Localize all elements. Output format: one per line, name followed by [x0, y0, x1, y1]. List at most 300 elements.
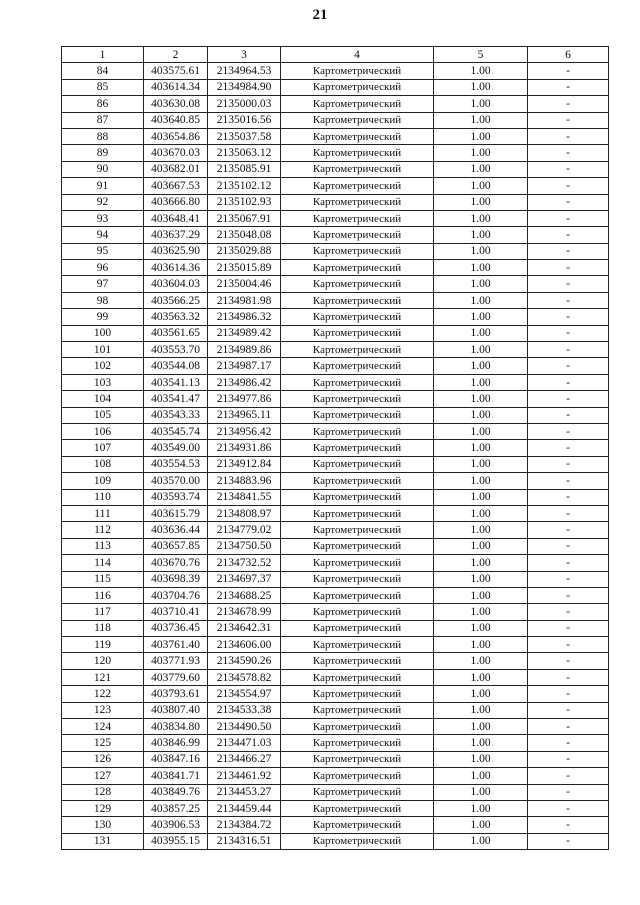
method-cell: Картометрический — [281, 833, 434, 849]
method-cell: Картометрический — [281, 473, 434, 489]
accuracy-cell: 1.00 — [434, 96, 528, 112]
accuracy-cell: 1.00 — [434, 128, 528, 144]
x-coordinate-cell: 403857.25 — [144, 800, 208, 816]
table-row — [62, 440, 609, 456]
y-coordinate-cell: 2135016.56 — [208, 112, 281, 128]
note-cell: - — [528, 669, 609, 685]
x-coordinate-cell: 403779.60 — [144, 669, 208, 685]
x-coordinate-cell: 403847.16 — [144, 751, 208, 767]
method-cell: Картометрический — [281, 112, 434, 128]
table-row — [62, 653, 609, 669]
method-cell: Картометрический — [281, 669, 434, 685]
y-coordinate-cell: 2134578.82 — [208, 669, 281, 685]
column-header-3: 3 — [208, 47, 281, 63]
column-header-6: 6 — [528, 47, 609, 63]
point-number-cell: 129 — [62, 800, 144, 816]
point-number-cell: 130 — [62, 817, 144, 833]
table-row — [62, 407, 609, 423]
y-coordinate-cell: 2134461.92 — [208, 768, 281, 784]
accuracy-cell: 1.00 — [434, 358, 528, 374]
method-cell: Картометрический — [281, 505, 434, 521]
y-coordinate-cell: 2135000.03 — [208, 96, 281, 112]
note-cell: - — [528, 702, 609, 718]
x-coordinate-cell: 403625.90 — [144, 243, 208, 259]
x-coordinate-cell: 403736.45 — [144, 620, 208, 636]
method-cell: Картометрический — [281, 686, 434, 702]
x-coordinate-cell: 403570.00 — [144, 473, 208, 489]
x-coordinate-cell: 403614.34 — [144, 79, 208, 95]
note-cell: - — [528, 604, 609, 620]
accuracy-cell: 1.00 — [434, 669, 528, 685]
method-cell: Картометрический — [281, 784, 434, 800]
table-row — [62, 423, 609, 439]
table-row — [62, 260, 609, 276]
note-cell: - — [528, 292, 609, 308]
note-cell: - — [528, 800, 609, 816]
accuracy-cell: 1.00 — [434, 784, 528, 800]
method-cell: Картометрический — [281, 391, 434, 407]
note-cell: - — [528, 63, 609, 79]
point-number-cell: 94 — [62, 227, 144, 243]
point-number-cell: 115 — [62, 571, 144, 587]
point-number-cell: 98 — [62, 292, 144, 308]
accuracy-cell: 1.00 — [434, 79, 528, 95]
note-cell: - — [528, 505, 609, 521]
y-coordinate-cell: 2135015.89 — [208, 260, 281, 276]
method-cell: Картометрический — [281, 407, 434, 423]
note-cell: - — [528, 620, 609, 636]
x-coordinate-cell: 403563.32 — [144, 309, 208, 325]
coordinates-table — [61, 46, 609, 850]
table-row — [62, 686, 609, 702]
note-cell: - — [528, 96, 609, 112]
point-number-cell: 123 — [62, 702, 144, 718]
note-cell: - — [528, 768, 609, 784]
point-number-cell: 105 — [62, 407, 144, 423]
method-cell: Картометрический — [281, 702, 434, 718]
y-coordinate-cell: 2134977.86 — [208, 391, 281, 407]
x-coordinate-cell: 403670.76 — [144, 555, 208, 571]
point-number-cell: 85 — [62, 79, 144, 95]
y-coordinate-cell: 2134989.86 — [208, 342, 281, 358]
note-cell: - — [528, 440, 609, 456]
x-coordinate-cell: 403841.71 — [144, 768, 208, 784]
method-cell: Картометрический — [281, 522, 434, 538]
table-row — [62, 63, 609, 79]
column-header-1: 1 — [62, 47, 144, 63]
y-coordinate-cell: 2134779.02 — [208, 522, 281, 538]
accuracy-cell: 1.00 — [434, 817, 528, 833]
method-cell: Картометрический — [281, 587, 434, 603]
accuracy-cell: 1.00 — [434, 145, 528, 161]
x-coordinate-cell: 403566.25 — [144, 292, 208, 308]
note-cell: - — [528, 456, 609, 472]
x-coordinate-cell: 403541.13 — [144, 374, 208, 390]
note-cell: - — [528, 161, 609, 177]
y-coordinate-cell: 2134554.97 — [208, 686, 281, 702]
note-cell: - — [528, 79, 609, 95]
point-number-cell: 125 — [62, 735, 144, 751]
point-number-cell: 90 — [62, 161, 144, 177]
x-coordinate-cell: 403906.53 — [144, 817, 208, 833]
point-number-cell: 116 — [62, 587, 144, 603]
accuracy-cell: 1.00 — [434, 751, 528, 767]
method-cell: Картометрический — [281, 440, 434, 456]
point-number-cell: 110 — [62, 489, 144, 505]
x-coordinate-cell: 403849.76 — [144, 784, 208, 800]
point-number-cell: 131 — [62, 833, 144, 849]
y-coordinate-cell: 2135037.58 — [208, 128, 281, 144]
table-row — [62, 161, 609, 177]
point-number-cell: 126 — [62, 751, 144, 767]
table-row — [62, 178, 609, 194]
table-header — [62, 47, 609, 63]
accuracy-cell: 1.00 — [434, 653, 528, 669]
y-coordinate-cell: 2134466.27 — [208, 751, 281, 767]
y-coordinate-cell: 2134986.42 — [208, 374, 281, 390]
note-cell: - — [528, 423, 609, 439]
point-number-cell: 113 — [62, 538, 144, 554]
accuracy-cell: 1.00 — [434, 833, 528, 849]
x-coordinate-cell: 403667.53 — [144, 178, 208, 194]
y-coordinate-cell: 2134964.53 — [208, 63, 281, 79]
x-coordinate-cell: 403771.93 — [144, 653, 208, 669]
note-cell: - — [528, 112, 609, 128]
table-row — [62, 620, 609, 636]
method-cell: Картометрический — [281, 161, 434, 177]
y-coordinate-cell: 2134989.42 — [208, 325, 281, 341]
accuracy-cell: 1.00 — [434, 112, 528, 128]
point-number-cell: 118 — [62, 620, 144, 636]
y-coordinate-cell: 2134986.32 — [208, 309, 281, 325]
x-coordinate-cell: 403543.33 — [144, 407, 208, 423]
method-cell: Картометрический — [281, 342, 434, 358]
y-coordinate-cell: 2134841.55 — [208, 489, 281, 505]
table-row — [62, 325, 609, 341]
x-coordinate-cell: 403682.01 — [144, 161, 208, 177]
table-row — [62, 276, 609, 292]
table-row — [62, 145, 609, 161]
accuracy-cell: 1.00 — [434, 194, 528, 210]
x-coordinate-cell: 403593.74 — [144, 489, 208, 505]
accuracy-cell: 1.00 — [434, 260, 528, 276]
point-number-cell: 91 — [62, 178, 144, 194]
accuracy-cell: 1.00 — [434, 292, 528, 308]
x-coordinate-cell: 403807.40 — [144, 702, 208, 718]
y-coordinate-cell: 2134931.86 — [208, 440, 281, 456]
method-cell: Картометрический — [281, 358, 434, 374]
point-number-cell: 114 — [62, 555, 144, 571]
note-cell: - — [528, 276, 609, 292]
point-number-cell: 108 — [62, 456, 144, 472]
note-cell: - — [528, 489, 609, 505]
x-coordinate-cell: 403637.29 — [144, 227, 208, 243]
accuracy-cell: 1.00 — [434, 768, 528, 784]
y-coordinate-cell: 2134384.72 — [208, 817, 281, 833]
note-cell: - — [528, 653, 609, 669]
method-cell: Картометрический — [281, 374, 434, 390]
point-number-cell: 84 — [62, 63, 144, 79]
table-row — [62, 538, 609, 554]
table-row — [62, 79, 609, 95]
method-cell: Картометрический — [281, 276, 434, 292]
note-cell: - — [528, 391, 609, 407]
accuracy-cell: 1.00 — [434, 702, 528, 718]
accuracy-cell: 1.00 — [434, 227, 528, 243]
table-row — [62, 768, 609, 784]
note-cell: - — [528, 751, 609, 767]
accuracy-cell: 1.00 — [434, 407, 528, 423]
table-row — [62, 342, 609, 358]
table-row — [62, 128, 609, 144]
y-coordinate-cell: 2134912.84 — [208, 456, 281, 472]
x-coordinate-cell: 403615.79 — [144, 505, 208, 521]
x-coordinate-cell: 403648.41 — [144, 210, 208, 226]
table-row — [62, 784, 609, 800]
point-number-cell: 102 — [62, 358, 144, 374]
x-coordinate-cell: 403640.85 — [144, 112, 208, 128]
point-number-cell: 92 — [62, 194, 144, 210]
accuracy-cell: 1.00 — [434, 423, 528, 439]
table-row — [62, 604, 609, 620]
y-coordinate-cell: 2134808.97 — [208, 505, 281, 521]
method-cell: Картометрический — [281, 768, 434, 784]
point-number-cell: 100 — [62, 325, 144, 341]
y-coordinate-cell: 2135102.12 — [208, 178, 281, 194]
table-row — [62, 817, 609, 833]
method-cell: Картометрический — [281, 653, 434, 669]
accuracy-cell: 1.00 — [434, 325, 528, 341]
accuracy-cell: 1.00 — [434, 735, 528, 751]
y-coordinate-cell: 2134533.38 — [208, 702, 281, 718]
note-cell: - — [528, 407, 609, 423]
method-cell: Картометрический — [281, 604, 434, 620]
point-number-cell: 117 — [62, 604, 144, 620]
accuracy-cell: 1.00 — [434, 719, 528, 735]
accuracy-cell: 1.00 — [434, 210, 528, 226]
note-cell: - — [528, 243, 609, 259]
note-cell: - — [528, 194, 609, 210]
x-coordinate-cell: 403666.80 — [144, 194, 208, 210]
method-cell: Картометрический — [281, 538, 434, 554]
y-coordinate-cell: 2134984.90 — [208, 79, 281, 95]
table-row — [62, 292, 609, 308]
table-row — [62, 637, 609, 653]
method-cell: Картометрический — [281, 423, 434, 439]
y-coordinate-cell: 2135048.08 — [208, 227, 281, 243]
y-coordinate-cell: 2134459.44 — [208, 800, 281, 816]
note-cell: - — [528, 260, 609, 276]
point-number-cell: 104 — [62, 391, 144, 407]
accuracy-cell: 1.00 — [434, 309, 528, 325]
accuracy-cell: 1.00 — [434, 374, 528, 390]
x-coordinate-cell: 403846.99 — [144, 735, 208, 751]
table-row — [62, 751, 609, 767]
y-coordinate-cell: 2134697.37 — [208, 571, 281, 587]
accuracy-cell: 1.00 — [434, 571, 528, 587]
point-number-cell: 101 — [62, 342, 144, 358]
x-coordinate-cell: 403549.00 — [144, 440, 208, 456]
y-coordinate-cell: 2134732.52 — [208, 555, 281, 571]
accuracy-cell: 1.00 — [434, 63, 528, 79]
table-row — [62, 227, 609, 243]
accuracy-cell: 1.00 — [434, 686, 528, 702]
note-cell: - — [528, 358, 609, 374]
point-number-cell: 93 — [62, 210, 144, 226]
column-header-2: 2 — [144, 47, 208, 63]
note-cell: - — [528, 686, 609, 702]
table-row — [62, 358, 609, 374]
x-coordinate-cell: 403614.36 — [144, 260, 208, 276]
y-coordinate-cell: 2134316.51 — [208, 833, 281, 849]
point-number-cell: 89 — [62, 145, 144, 161]
method-cell: Картометрический — [281, 800, 434, 816]
note-cell: - — [528, 473, 609, 489]
note-cell: - — [528, 833, 609, 849]
y-coordinate-cell: 2134883.96 — [208, 473, 281, 489]
method-cell: Картометрический — [281, 63, 434, 79]
method-cell: Картометрический — [281, 243, 434, 259]
accuracy-cell: 1.00 — [434, 505, 528, 521]
accuracy-cell: 1.00 — [434, 555, 528, 571]
table-row — [62, 702, 609, 718]
x-coordinate-cell: 403955.15 — [144, 833, 208, 849]
table-row — [62, 719, 609, 735]
method-cell: Картометрический — [281, 145, 434, 161]
y-coordinate-cell: 2134956.42 — [208, 423, 281, 439]
point-number-cell: 107 — [62, 440, 144, 456]
x-coordinate-cell: 403761.40 — [144, 637, 208, 653]
point-number-cell: 127 — [62, 768, 144, 784]
note-cell: - — [528, 374, 609, 390]
note-cell: - — [528, 784, 609, 800]
method-cell: Картометрический — [281, 178, 434, 194]
method-cell: Картометрический — [281, 817, 434, 833]
method-cell: Картометрический — [281, 751, 434, 767]
note-cell: - — [528, 128, 609, 144]
note-cell: - — [528, 637, 609, 653]
method-cell: Картометрический — [281, 227, 434, 243]
method-cell: Картометрический — [281, 128, 434, 144]
point-number-cell: 96 — [62, 260, 144, 276]
y-coordinate-cell: 2134490.50 — [208, 719, 281, 735]
accuracy-cell: 1.00 — [434, 473, 528, 489]
y-coordinate-cell: 2135004.46 — [208, 276, 281, 292]
table-row — [62, 374, 609, 390]
x-coordinate-cell: 403704.76 — [144, 587, 208, 603]
accuracy-cell: 1.00 — [434, 440, 528, 456]
method-cell: Картометрический — [281, 96, 434, 112]
accuracy-cell: 1.00 — [434, 178, 528, 194]
note-cell: - — [528, 309, 609, 325]
accuracy-cell: 1.00 — [434, 637, 528, 653]
point-number-cell: 106 — [62, 423, 144, 439]
table-row — [62, 194, 609, 210]
y-coordinate-cell: 2134606.00 — [208, 637, 281, 653]
method-cell: Картометрический — [281, 555, 434, 571]
accuracy-cell: 1.00 — [434, 489, 528, 505]
y-coordinate-cell: 2134678.99 — [208, 604, 281, 620]
x-coordinate-cell: 403654.86 — [144, 128, 208, 144]
table-row — [62, 112, 609, 128]
x-coordinate-cell: 403541.47 — [144, 391, 208, 407]
x-coordinate-cell: 403604.03 — [144, 276, 208, 292]
accuracy-cell: 1.00 — [434, 456, 528, 472]
x-coordinate-cell: 403670.03 — [144, 145, 208, 161]
note-cell: - — [528, 538, 609, 554]
note-cell: - — [528, 145, 609, 161]
x-coordinate-cell: 403554.53 — [144, 456, 208, 472]
table-row — [62, 669, 609, 685]
x-coordinate-cell: 403698.39 — [144, 571, 208, 587]
accuracy-cell: 1.00 — [434, 587, 528, 603]
y-coordinate-cell: 2134471.03 — [208, 735, 281, 751]
column-header-5: 5 — [434, 47, 528, 63]
method-cell: Картометрический — [281, 194, 434, 210]
method-cell: Картометрический — [281, 719, 434, 735]
table-row — [62, 309, 609, 325]
table-row — [62, 571, 609, 587]
accuracy-cell: 1.00 — [434, 391, 528, 407]
table-row — [62, 391, 609, 407]
method-cell: Картометрический — [281, 571, 434, 587]
point-number-cell: 112 — [62, 522, 144, 538]
method-cell: Картометрический — [281, 637, 434, 653]
y-coordinate-cell: 2134981.98 — [208, 292, 281, 308]
accuracy-cell: 1.00 — [434, 800, 528, 816]
point-number-cell: 121 — [62, 669, 144, 685]
method-cell: Картометрический — [281, 456, 434, 472]
note-cell: - — [528, 342, 609, 358]
point-number-cell: 103 — [62, 374, 144, 390]
point-number-cell: 111 — [62, 505, 144, 521]
note-cell: - — [528, 210, 609, 226]
method-cell: Картометрический — [281, 79, 434, 95]
point-number-cell: 124 — [62, 719, 144, 735]
point-number-cell: 109 — [62, 473, 144, 489]
y-coordinate-cell: 2135067.91 — [208, 210, 281, 226]
x-coordinate-cell: 403561.65 — [144, 325, 208, 341]
point-number-cell: 119 — [62, 637, 144, 653]
table-body — [62, 63, 609, 850]
method-cell: Картометрический — [281, 292, 434, 308]
x-coordinate-cell: 403553.70 — [144, 342, 208, 358]
y-coordinate-cell: 2135085.91 — [208, 161, 281, 177]
note-cell: - — [528, 178, 609, 194]
accuracy-cell: 1.00 — [434, 161, 528, 177]
table-row — [62, 243, 609, 259]
method-cell: Картометрический — [281, 210, 434, 226]
table-row — [62, 96, 609, 112]
note-cell: - — [528, 325, 609, 341]
point-number-cell: 97 — [62, 276, 144, 292]
table-row — [62, 505, 609, 521]
point-number-cell: 122 — [62, 686, 144, 702]
x-coordinate-cell: 403575.61 — [144, 63, 208, 79]
note-cell: - — [528, 735, 609, 751]
x-coordinate-cell: 403657.85 — [144, 538, 208, 554]
x-coordinate-cell: 403834.80 — [144, 719, 208, 735]
note-cell: - — [528, 227, 609, 243]
y-coordinate-cell: 2134590.26 — [208, 653, 281, 669]
point-number-cell: 120 — [62, 653, 144, 669]
table-row — [62, 473, 609, 489]
note-cell: - — [528, 719, 609, 735]
table-row — [62, 833, 609, 849]
note-cell: - — [528, 817, 609, 833]
page-number: 21 — [312, 7, 328, 23]
table-row — [62, 522, 609, 538]
